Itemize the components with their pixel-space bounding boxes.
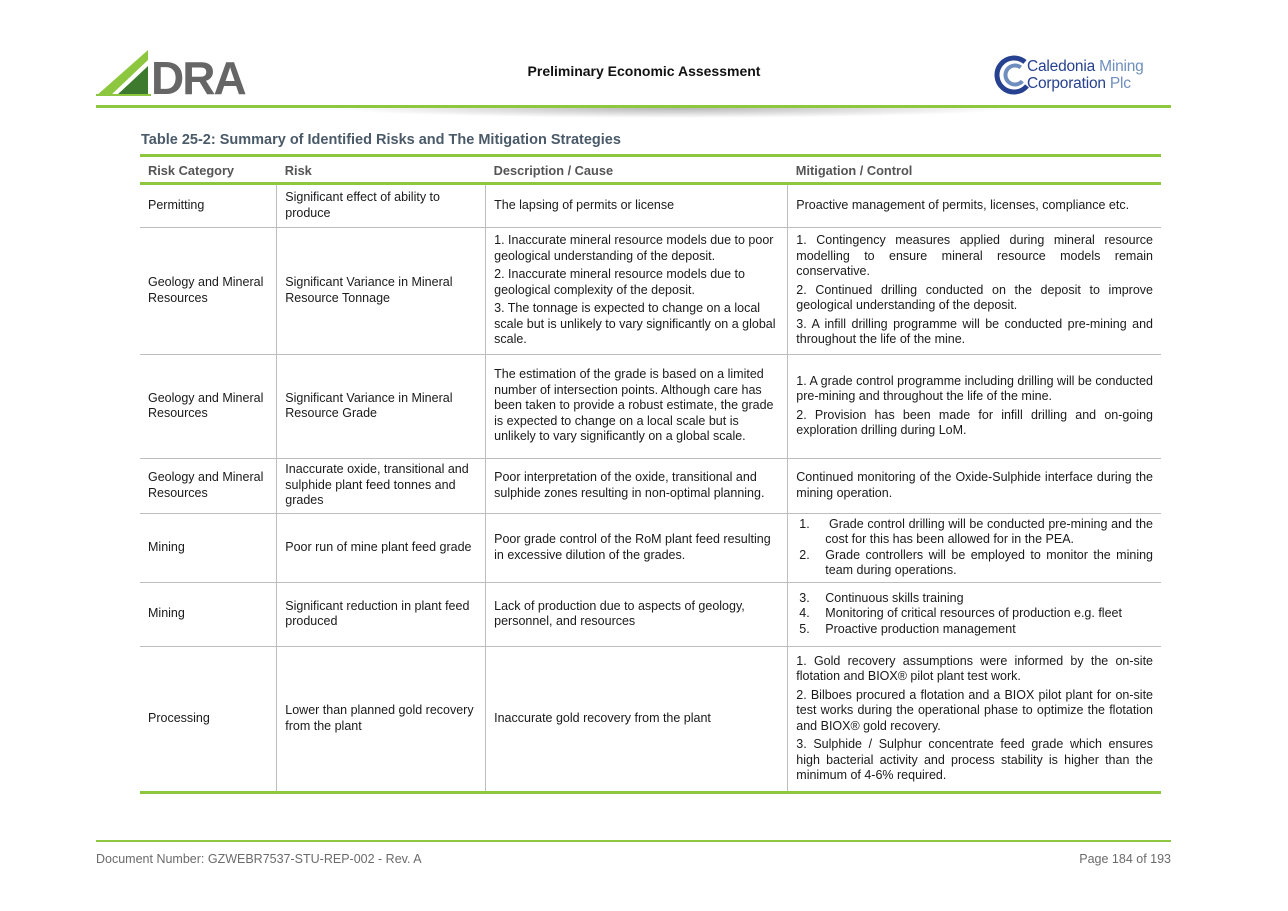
table-row [140, 513, 1161, 582]
cell-risk: Poor run of mine plant feed grade [277, 513, 486, 582]
mitigation-text: 3. A infill drilling programme will be conducted pre-mining and throughout the life of the mine. [796, 316, 1153, 347]
caledonia-logo [994, 54, 1164, 96]
risk-table [140, 154, 1161, 794]
cell-risk: Inaccurate oxide, transitional and sulphide plant feed tonnes and grades [277, 458, 486, 513]
description-text: Poor interpretation of the oxide, transitional and sulphide zones resulting in non-optimal planning. [494, 470, 765, 500]
mitigation-text: 2. Provision has been made for infill drilling and on-going exploration drilling during LoM. [796, 407, 1153, 437]
cell-description [486, 513, 788, 582]
page-number: Page 184 of 193 [1079, 852, 1171, 866]
caledonia-logo-line2 [1027, 75, 1144, 92]
cell-risk: Lower than planned gold recovery from the plant [277, 646, 486, 792]
list-item [796, 622, 1153, 638]
mitigation-text: 1. Gold recovery assumptions were informed by the on-site flotation and BIOX® pilot plant test work. [796, 653, 1153, 683]
header-description: Description / Cause [486, 156, 788, 184]
mitigation-text: 1. A grade control programme including drilling will be conducted pre-mining and throughout the life of the mine. [796, 373, 1153, 403]
description-text: Inaccurate gold recovery from the plant [494, 710, 711, 725]
cell-description [486, 183, 788, 227]
header-mitigation: Mitigation / Control [788, 156, 1161, 184]
list-item-text: Grade controllers will be employed to monitor the mining team during operations. [825, 547, 1153, 577]
description-text: 1. Inaccurate mineral resource models due to poor geological understanding of the deposit. [494, 233, 774, 263]
list-item-number: 3. [799, 590, 810, 605]
svg-text:DRA: DRA [151, 52, 245, 98]
cell-category: Geology and Mineral Resources [140, 458, 277, 513]
cell-mitigation [788, 227, 1161, 354]
cell-description [486, 458, 788, 513]
cell-category: Processing [140, 646, 277, 792]
table-header-row [140, 156, 1161, 184]
list-item [796, 591, 1153, 607]
description-text: Poor grade control of the RoM plant feed resulting in excessive dilution of the grades. [494, 532, 771, 562]
table-row [140, 458, 1161, 513]
mitigation-list [796, 591, 1153, 638]
logo-word-caledonia: Caledonia [1027, 58, 1096, 75]
cell-risk: Significant Variance in Mineral Resource Tonnage [277, 227, 486, 354]
list-item [796, 548, 1153, 579]
table-row [140, 354, 1161, 458]
table-row [140, 183, 1161, 227]
cell-category: Geology and Mineral Resources [140, 354, 277, 458]
mitigation-list [796, 516, 1157, 579]
list-item-number: 1. [799, 516, 810, 531]
mitigation-text: Continued monitoring of the Oxide-Sulphide interface during the mining operation. [796, 470, 1153, 500]
mitigation-text: 1. Contingency measures applied during mineral resource modelling to ensure mineral resource models remain conservative. [796, 233, 1153, 279]
logo-word-corporation: Corporation [1027, 75, 1106, 92]
list-item-text: Continuous skills training [825, 590, 964, 605]
list-item [796, 606, 1153, 622]
list-item-text: Monitoring of critical resources of production e.g. fleet [825, 606, 1122, 621]
cell-description [486, 354, 788, 458]
logo-word-mining: Mining [1095, 58, 1144, 75]
header-risk-category: Risk Category [140, 156, 277, 184]
list-item-number: 4. [799, 606, 810, 621]
document-header-title: Preliminary Economic Assessment [527, 63, 761, 79]
cell-mitigation [788, 354, 1161, 458]
description-text: The lapsing of permits or license [494, 197, 675, 212]
list-item-number: 5. [799, 621, 810, 636]
table-row [140, 227, 1161, 354]
cell-description [486, 227, 788, 354]
cell-category: Geology and Mineral Resources [140, 227, 277, 354]
cell-mitigation [788, 458, 1161, 513]
table-caption: Table 25-2: Summary of Identified Risks and The Mitigation Strategies [141, 132, 621, 148]
caledonia-logo-text [1027, 58, 1144, 92]
header-risk: Risk [277, 156, 486, 184]
cell-risk: Significant effect of ability to produce [277, 183, 486, 227]
list-item [796, 516, 1157, 548]
cell-mitigation [788, 183, 1161, 227]
cell-risk: Significant reduction in plant feed produced [277, 582, 486, 646]
cell-mitigation [788, 646, 1161, 792]
cell-mitigation [788, 582, 1161, 646]
description-text: 2. Inaccurate mineral resource models due to geological complexity of the deposit. [494, 267, 745, 297]
description-text: 3. The tonnage is expected to change on a local scale but is unlikely to vary significantly on a global scale. [494, 301, 776, 347]
table-row [140, 646, 1161, 792]
description-text: The estimation of the grade is based on a limited number of intersection points. Although care has been taken to provide a robust estimate, the grade is expected to change on a local scale but is unlikely to vary significantly on a global scale. [494, 367, 774, 444]
list-item-text: Grade control drilling will be conducted pre-mining and the cost for this has been allowed for in the PEA. [825, 516, 1157, 546]
list-item-text: Proactive production management [825, 621, 1016, 636]
description-text: Lack of production due to aspects of geology, personnel, and resources [494, 598, 745, 628]
mitigation-text: 2. Continued drilling conducted on the deposit to improve geological understanding of the deposit. [796, 282, 1153, 313]
caledonia-logo-line1 [1027, 58, 1144, 75]
cell-category: Mining [140, 582, 277, 646]
cell-category: Permitting [140, 183, 277, 227]
mitigation-text: 3. Sulphide / Sulphur concentrate feed grade which ensures high bacterial activity and process stability is higher than the minimum of 4-6% required. [796, 737, 1153, 782]
mitigation-text: 2. Bilboes procured a flotation and a BIOX pilot plant for on-site test works during the operational phase to optimize the flotation and BIOX® gold recovery. [796, 687, 1153, 733]
footer-divider [96, 840, 1171, 842]
cell-description [486, 646, 788, 792]
cell-risk: Significant Variance in Mineral Resource Grade [277, 354, 486, 458]
logo-word-plc: Plc [1105, 75, 1131, 92]
list-item-number: 2. [799, 547, 810, 562]
header-divider-shadow [330, 108, 1020, 118]
cell-category: Mining [140, 513, 277, 582]
table-row [140, 582, 1161, 646]
document-number: Document Number: GZWEBR7537-STU-REP-002 - Rev. A [96, 852, 422, 866]
mitigation-text: Proactive management of permits, licenses, compliance etc. [796, 197, 1130, 212]
cell-description [486, 582, 788, 646]
cell-mitigation [788, 513, 1161, 582]
